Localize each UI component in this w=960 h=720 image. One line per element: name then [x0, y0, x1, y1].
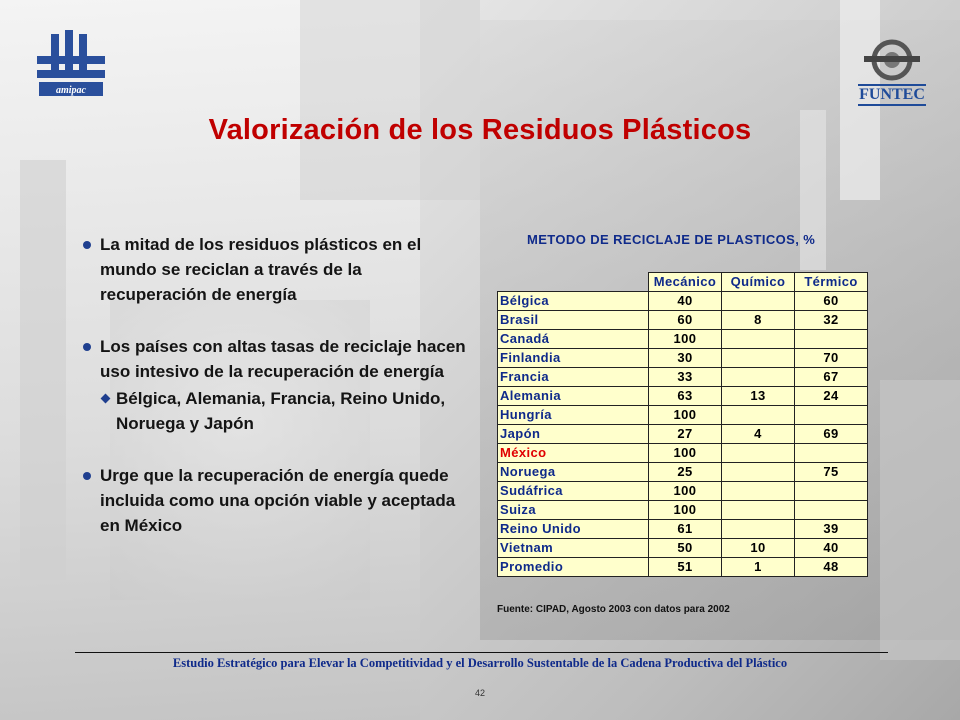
bullet-dot-icon	[83, 343, 91, 351]
value-cell: 100	[649, 444, 722, 463]
value-cell: 100	[649, 406, 722, 425]
country-cell: Francia	[498, 368, 649, 387]
value-cell: 25	[649, 463, 722, 482]
table-row	[498, 520, 868, 539]
table-row	[498, 482, 868, 501]
table-row	[498, 349, 868, 368]
value-cell	[795, 501, 868, 520]
value-cell: 30	[649, 349, 722, 368]
column-header: Químico	[722, 273, 795, 292]
slide-title: Valorización de los Residuos Plásticos	[208, 114, 752, 146]
table-title: METODO DE RECICLAJE DE PLASTICOS, %	[527, 232, 816, 247]
value-cell: 33	[649, 368, 722, 387]
country-cell: Alemania	[498, 387, 649, 406]
table-header-row	[498, 273, 868, 292]
value-cell	[722, 349, 795, 368]
country-cell: Finlandia	[498, 349, 649, 368]
value-cell: 40	[795, 539, 868, 558]
value-cell: 10	[722, 539, 795, 558]
value-cell: 51	[649, 558, 722, 577]
table-row	[498, 501, 868, 520]
value-cell: 50	[649, 539, 722, 558]
table-row	[498, 444, 868, 463]
value-cell	[722, 368, 795, 387]
value-cell: 70	[795, 349, 868, 368]
value-cell: 39	[795, 520, 868, 539]
value-cell: 48	[795, 558, 868, 577]
table-row	[498, 406, 868, 425]
column-header: Térmico	[795, 273, 868, 292]
value-cell: 67	[795, 368, 868, 387]
table-row	[498, 425, 868, 444]
country-cell: Reino Unido	[498, 520, 649, 539]
country-cell: Hungría	[498, 406, 649, 425]
value-cell: 75	[795, 463, 868, 482]
footer-divider	[75, 652, 888, 653]
value-cell	[722, 520, 795, 539]
table-body	[498, 292, 868, 577]
value-cell: 61	[649, 520, 722, 539]
value-cell: 24	[795, 387, 868, 406]
amipac-logo	[35, 30, 107, 102]
value-cell: 100	[649, 330, 722, 349]
value-cell	[722, 463, 795, 482]
value-cell: 100	[649, 501, 722, 520]
value-cell	[722, 292, 795, 311]
table-row	[498, 387, 868, 406]
country-cell: Sudáfrica	[498, 482, 649, 501]
svg-text:amipac: amipac	[56, 85, 86, 96]
value-cell: 40	[649, 292, 722, 311]
value-cell: 69	[795, 425, 868, 444]
table-row	[498, 539, 868, 558]
country-cell: Bélgica	[498, 292, 649, 311]
value-cell: 1	[722, 558, 795, 577]
sub-bullet-text: Bélgica, Alemania, Francia, Reino Unido, Noruega y Japón	[116, 389, 446, 433]
value-cell: 4	[722, 425, 795, 444]
country-cell: Noruega	[498, 463, 649, 482]
value-cell: 8	[722, 311, 795, 330]
value-cell	[722, 330, 795, 349]
bullet-text: Urge que la recuperación de energía quede incluida como una opción viable y aceptada en México	[100, 466, 456, 535]
bullet-dot-icon	[83, 472, 91, 480]
value-cell	[722, 406, 795, 425]
value-cell	[722, 501, 795, 520]
funtec-logo-text: FUNTEC	[859, 86, 925, 103]
country-cell: Vietnam	[498, 539, 649, 558]
value-cell: 32	[795, 311, 868, 330]
country-cell: México	[498, 444, 649, 463]
table-corner-cell	[498, 273, 649, 292]
table-row	[498, 292, 868, 311]
bullet-text: La mitad de los residuos plásticos en el mundo se reciclan a través de la recuperación de energía	[100, 235, 422, 304]
table-row	[498, 368, 868, 387]
country-cell: Promedio	[498, 558, 649, 577]
bullet-dot-icon	[83, 241, 91, 249]
country-cell: Suiza	[498, 501, 649, 520]
value-cell	[795, 406, 868, 425]
value-cell: 13	[722, 387, 795, 406]
value-cell	[722, 444, 795, 463]
value-cell: 100	[649, 482, 722, 501]
country-cell: Canadá	[498, 330, 649, 349]
value-cell	[722, 482, 795, 501]
value-cell: 27	[649, 425, 722, 444]
country-cell: Brasil	[498, 311, 649, 330]
page-number: 42	[474, 688, 485, 698]
bullet-item	[80, 334, 470, 384]
value-cell: 60	[649, 311, 722, 330]
value-cell	[795, 444, 868, 463]
column-header: Mecánico	[649, 273, 722, 292]
recycling-table	[497, 272, 868, 577]
value-cell: 60	[795, 292, 868, 311]
table-row	[498, 311, 868, 330]
country-cell: Japón	[498, 425, 649, 444]
bullet-item	[80, 463, 470, 538]
bullet-text: Los países con altas tasas de reciclaje hacen uso intesivo de la recuperación de energía	[100, 337, 466, 381]
table-row	[498, 463, 868, 482]
footer-text: Estudio Estratégico para Elevar la Competitividad y el Desarrollo Sustentable de la Cadena Productiva del Plástico	[172, 656, 788, 670]
value-cell: 63	[649, 387, 722, 406]
bullet-list	[80, 232, 470, 538]
table-row	[498, 330, 868, 349]
bullet-item	[80, 232, 470, 307]
value-cell	[795, 330, 868, 349]
value-cell	[795, 482, 868, 501]
sub-bullet-item	[100, 386, 470, 436]
funtec-logo	[856, 36, 928, 106]
source-note: Fuente: CIPAD, Agosto 2003 con datos para 2002	[497, 604, 730, 615]
table-row	[498, 558, 868, 577]
diamond-bullet-icon	[101, 394, 111, 404]
